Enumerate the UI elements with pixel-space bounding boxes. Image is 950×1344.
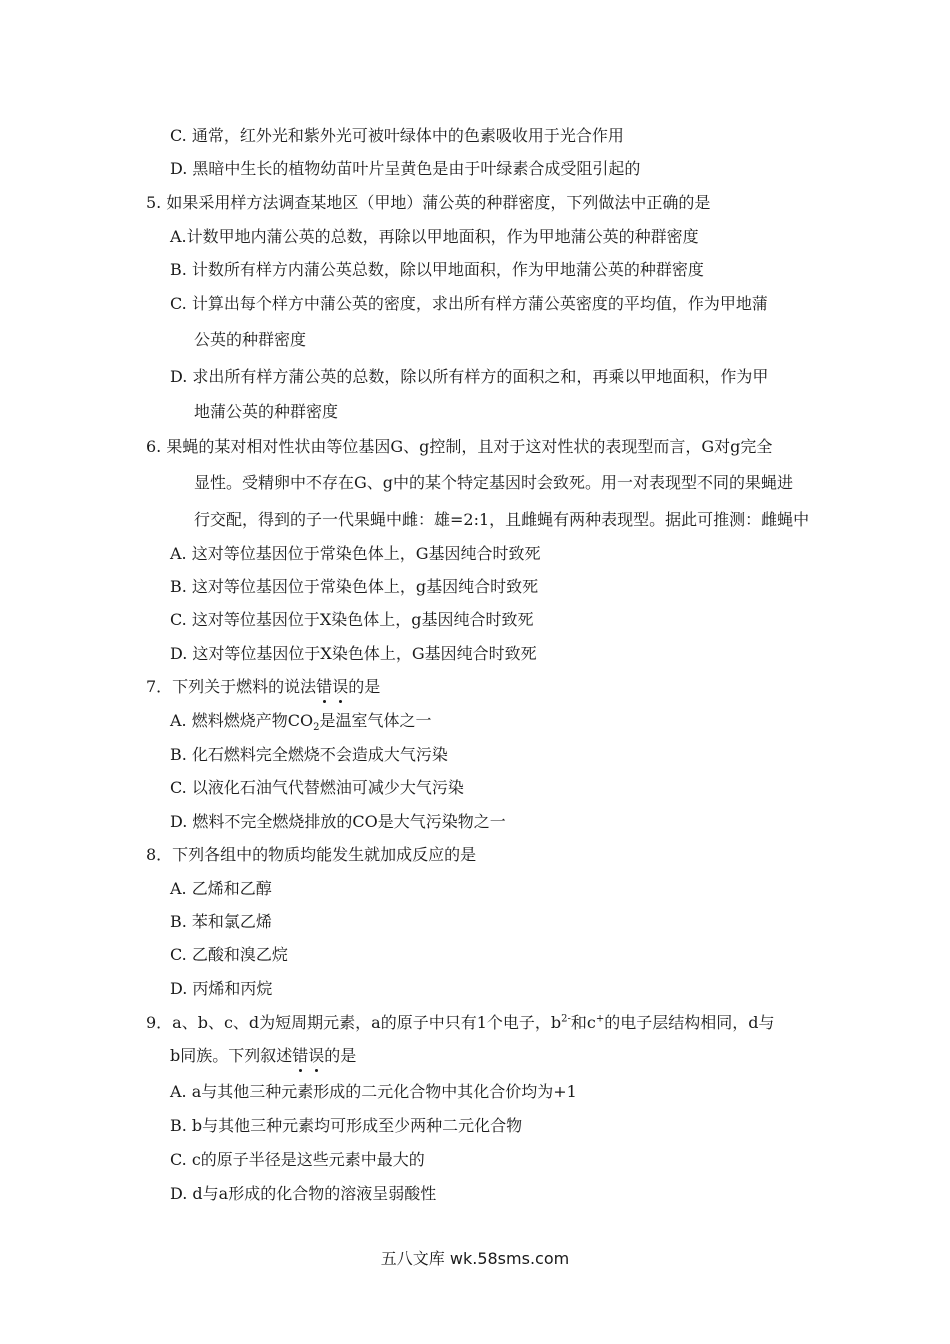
q7-option-c: C. 以液化石油气代替燃油可减少大气污染 <box>170 778 464 797</box>
q9-option-a: A. a与其他三种元素形成的二元化合物中其化合价均为+1 <box>170 1082 577 1101</box>
q9-option-c: C. c的原子半径是这些元素中最大的 <box>170 1150 425 1169</box>
q4-option-c: C. 通常，红外光和紫外光可被叶绿体中的色素吸收用于光合作用 <box>170 126 624 145</box>
q5-option-c: C. 计算出每个样方中蒲公英的密度，求出所有样方蒲公英密度的平均值，作为甲地蒲 <box>170 294 768 313</box>
q6-stem-line-1: 6. 果蝇的某对相对性状由等位基因G、g控制，且对于这对性状的表现型而言，G对g完全 <box>146 437 773 456</box>
q9-stem-line-2: b同族。下列叙述错误的是 <box>170 1046 357 1065</box>
emphasis-char: 错 <box>316 677 333 696</box>
q4-option-d: D. 黑暗中生长的植物幼苗叶片呈黄色是由于叶绿素合成受阻引起的 <box>170 159 641 178</box>
q5-option-b: B. 计数所有样方内蒲公英总数，除以甲地面积，作为甲地蒲公英的种群密度 <box>170 260 704 279</box>
page-footer: 五八文库 wk.58sms.com <box>380 1249 570 1268</box>
q7-option-b: B. 化石燃料完全燃烧不会造成大气污染 <box>170 745 448 764</box>
emphasis-char: 误 <box>308 1046 325 1065</box>
q6-stem-line-2: 显性。受精卵中不存在G、g中的某个特定基因时会致死。用一对表现型不同的果蝇进 <box>194 473 794 492</box>
q8-option-d: D. 丙烯和丙烷 <box>170 979 273 998</box>
q5-option-c-continuation: 公英的种群密度 <box>194 330 307 349</box>
q9-stem-line-1: 9．a、b、c、d为短周期元素，a的原子中只有1个电子，$b^{2-}$和c+的电子层结构相同，d与 <box>146 1013 775 1032</box>
emphasis-char: 误 <box>332 677 349 696</box>
q8-option-b: B. 苯和氯乙烯 <box>170 912 272 931</box>
q5-option-d: D. 求出所有样方蒲公英的总数，除以所有样方的面积之和，再乘以甲地面积，作为甲 <box>170 367 769 386</box>
q6-stem-line-3: 行交配，得到的子一代果蝇中雌：雄=2:1，且雌蝇有两种表现型。据此可推测：雌蝇中 <box>194 510 810 529</box>
q7-option-a: A. 燃料燃烧产物$CO_2$是温室气体之一 <box>170 711 432 734</box>
q9-option-b: B. b与其他三种元素均可形成至少两种二元化合物 <box>170 1116 523 1135</box>
q5-stem: 5. 如果采用样方法调查某地区（甲地）蒲公英的种群密度，下列做法中正确的是 <box>146 193 711 212</box>
q6-option-b: B. 这对等位基因位于常染色体上，g基因纯合时致死 <box>170 577 539 596</box>
q7-option-d: D. 燃料不完全燃烧排放的CO是大气污染物之一 <box>170 812 506 831</box>
q8-option-a: A. 乙烯和乙醇 <box>170 879 272 898</box>
q8-stem: 8．下列各组中的物质均能发生就加成反应的是 <box>146 845 477 864</box>
emphasis-char: 错 <box>292 1046 309 1065</box>
q6-option-c: C. 这对等位基因位于X染色体上，g基因纯合时致死 <box>170 610 534 629</box>
q5-option-a: A.计数甲地内蒲公英的总数，再除以甲地面积，作为甲地蒲公英的种群密度 <box>170 227 699 246</box>
q5-option-d-continuation: 地蒲公英的种群密度 <box>194 402 339 421</box>
q8-option-c: C. 乙酸和溴乙烷 <box>170 945 288 964</box>
q9-option-d: D. d与a形成的化合物的溶液呈弱酸性 <box>170 1184 437 1203</box>
q6-option-a: A. 这对等位基因位于常染色体上，G基因纯合时致死 <box>170 544 541 563</box>
q6-option-d: D. 这对等位基因位于X染色体上，G基因纯合时致死 <box>170 644 537 663</box>
q7-stem: 7．下列关于燃料的说法错误的是 <box>146 677 381 696</box>
